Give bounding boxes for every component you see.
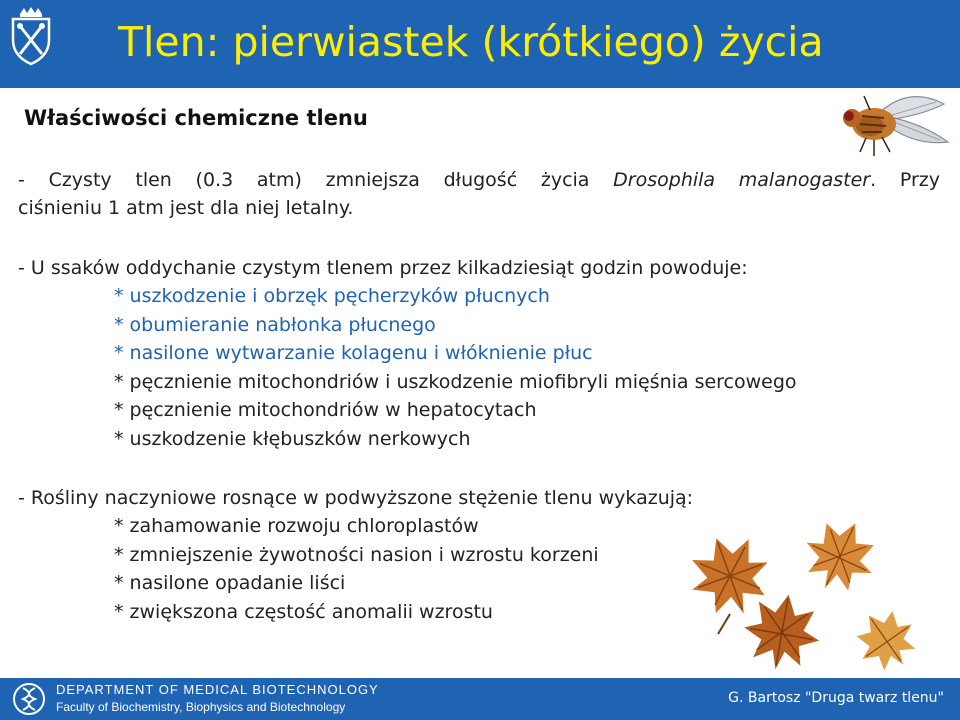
slide-title: Tlen: pierwiastek (krótkiego) życia — [118, 18, 824, 66]
author-credit: G. Bartosz "Druga twarz tlenu" — [728, 690, 944, 706]
list-item: * uszkodzenie kłębuszków nerkowych — [114, 427, 471, 450]
mammals-list-blue — [18, 282, 918, 368]
plants-list — [18, 512, 918, 626]
drosophila-paragraph — [18, 166, 940, 222]
mammals-intro: - U ssaków oddychanie czystym tlenem przez kilkadziesiąt godzin powoduje: — [18, 257, 748, 279]
list-item: * pęcznienie mitochondriów i uszkodzenie miofibryli mięśnia sercowego — [114, 370, 797, 393]
drosophila-text-b: . Przy — [870, 169, 940, 191]
department-name: DEPARTMENT OF MEDICAL BIOTECHNOLOGY — [56, 682, 379, 697]
list-item: * uszkodzenie i obrzęk pęcherzyków płucnych — [114, 285, 550, 307]
species-name: Drosophila malanogaster — [613, 169, 871, 191]
list-item: * nasilone opadanie liści — [114, 572, 346, 595]
list-item: * zwiększona częstość anomalii wzrostu — [114, 600, 493, 623]
drosophila-line-1 — [18, 166, 940, 194]
footer-bar — [0, 678, 960, 720]
section-subtitle: Właściwości chemiczne tlenu — [24, 106, 368, 130]
list-item: * zahamowanie rozwoju chloroplastów — [114, 515, 479, 537]
list-item: * zmniejszenie żywotności nasion i wzrostu korzeni — [114, 543, 599, 566]
plants-paragraph — [18, 484, 918, 626]
list-item: * obumieranie nabłonka płucnego — [114, 313, 436, 336]
university-crest-icon — [8, 6, 54, 66]
drosophila-text-a: - Czysty tlen (0.3 atm) zmniejsza długość życia — [18, 169, 614, 191]
dead-fruit-fly-photo — [840, 82, 952, 164]
mammals-paragraph — [18, 254, 918, 454]
faculty-name: Faculty of Biochemistry, Biophysics and Biotechnology — [56, 700, 346, 714]
header-bar — [0, 0, 960, 88]
list-item: * pęcznienie mitochondriów w hepatocytach — [114, 399, 537, 422]
dna-logo-icon — [12, 682, 46, 716]
list-item: * nasilone wytwarzanie kolagenu i włóknienie płuc — [114, 342, 593, 365]
mammals-list-dark — [18, 368, 918, 454]
drosophila-line-2: ciśnieniu 1 atm jest dla niej letalny. — [18, 197, 354, 219]
plants-intro: - Rośliny naczyniowe rosnące w podwyższone stężenie tlenu wykazują: — [18, 487, 694, 509]
